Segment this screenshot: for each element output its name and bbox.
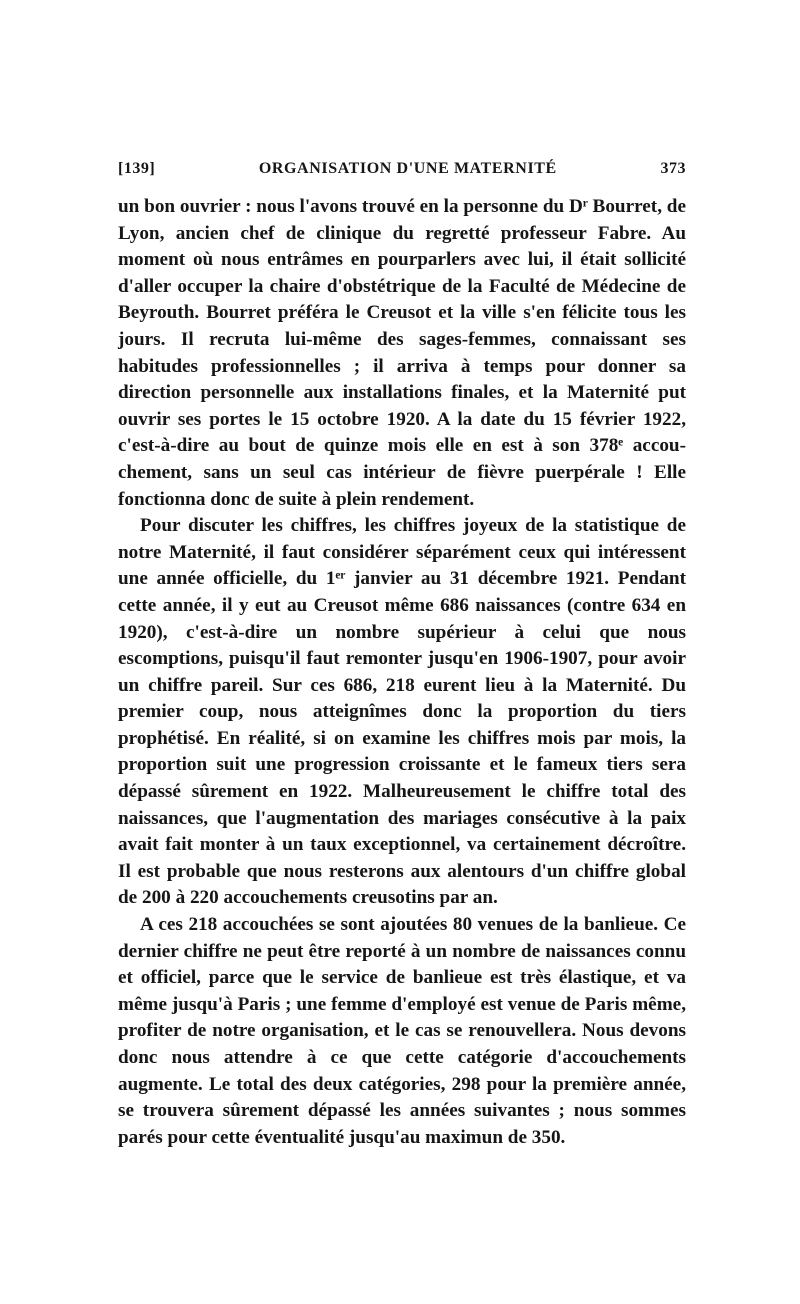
running-title: ORGANISATION D'UNE MATERNITÉ	[258, 160, 557, 177]
paragraph-3: A ces 218 accouchées se sont ajoutées 80 venues de la banlieue. Ce dernier chiffre ne peut être reporté à un nombre de naissances connu et officiel, parce que le service de banlieue est très élastique, et va même jusqu'à Paris ; une femme d'employé est venue de Paris même, profiter de notre organisation, et le cas se renouvellera. Nous devons donc nous attendre à ce que cette catégorie d'accouchements augmente. Le total des deux catégories, 298 pour la première année, se trouvera sûrement dépassé les années suivantes ; nous sommes parés pour cette éventualité jusqu'au maximun de 350.	[118, 914, 686, 1148]
book-page	[118, 158, 686, 1151]
paragraph-2: Pour discuter les chiffres, les chiffres joyeux de la statistique de notre Maternité, il faut considérer séparément ceux qui intéressent une année officielle, du 1ᵉʳ janvier au 31 décembre 1921. Pendant cette année, il y eut au Creusot même 686 naissances (contre 634 en 1920), c'est-à-dire un nombre supérieur à celui que nous escomptions, puisqu'il faut remonter jusqu'en 1906-1907, pour avoir un chiffre pareil. Sur ces 686, 218 eurent lieu à la Maternité. Du premier coup, nous atteignîmes donc la proportion du tiers prophétisé. En réalité, si on examine les chiffres mois par mois, la proportion suit une progression croissante et le fameux tiers sera dépassé sûrement en 1922. Malheureusement le chiffre total des naissances, que l'augmentation des mariages consécutive à la paix avait fait monter à un taux exceptionnel, va certainement décroître. Il est probable que nous resterons aux alentours d'un chiffre global de 200 à 220 accouchements creusotins par an.	[118, 515, 686, 909]
page-number: 373	[660, 160, 686, 177]
paragraph-1: un bon ouvrier : nous l'avons trouvé en la personne du Dʳ Bourret, de Lyon, ancien chef de clinique du regretté professeur Fabre. Au moment où nous entrâmes en pourparlers avec lui, il était sollicité d'aller occuper la chaire d'obstétrique de la Faculté de Médecine de Beyrouth. Bourret préféra le Creusot et la ville s'en félicite tous les jours. Il recruta lui-même des sages-femmes, connaissant ses habitudes professionnelles ; il arriva à temps pour donner sa direction personnelle aux installations finales, et la Maternité put ouvrir ses portes le 15 octobre 1920. A la date du 15 février 1922, c'est-à-dire au bout de quinze mois elle en est à son 378ᵉ accouchement, sans un seul cas intérieur de fièvre puerpérale ! Elle fonctionna donc de suite à plein rendement.	[118, 196, 686, 510]
section-number: [139]	[118, 160, 156, 177]
body-text	[118, 194, 686, 1151]
running-head	[118, 158, 686, 180]
